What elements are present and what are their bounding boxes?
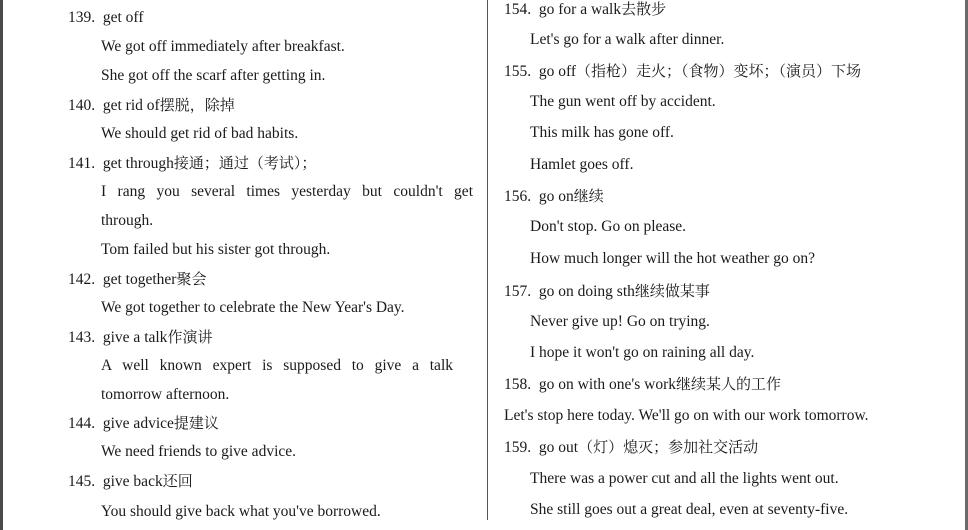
page-left-border — [0, 0, 3, 530]
entry-meaning: 作演讲 — [167, 328, 213, 346]
example-sentence: We should get rid of bad habits. — [101, 125, 299, 142]
entry-phrase: go on with one's work — [538, 376, 676, 393]
entry-number: 141. — [68, 155, 96, 172]
entry-meaning: 摆脱，除掉 — [159, 96, 235, 114]
entry-meaning: 继续 — [573, 187, 604, 205]
example-sentence: A well known expert is supposed to give a talk — [101, 357, 453, 374]
entry-meaning: 接通；通过（考试）； — [173, 154, 317, 172]
entry-meaning: 继续某人的工作 — [676, 375, 782, 393]
entry-159-heading — [504, 437, 758, 458]
entry-number: 154. — [504, 1, 532, 18]
entry-meaning: （指枪）走火；（食物）变坏；（演员）下场 — [576, 62, 862, 80]
entry-phrase: go on doing sth — [538, 283, 635, 300]
entry-number: 159. — [504, 439, 532, 456]
entry-154-heading — [504, 0, 666, 20]
example-sentence: How much longer will the hot weather go on? — [530, 250, 815, 267]
entry-158-heading — [504, 374, 781, 395]
entry-number: 143. — [68, 329, 96, 346]
example-sentence: Let's go for a walk after dinner. — [530, 31, 725, 48]
example-sentence: We got together to celebrate the New Year's Day. — [101, 299, 405, 316]
entry-142-heading — [68, 269, 207, 290]
entry-meaning: 还回 — [162, 472, 193, 490]
entry-155-heading — [504, 61, 861, 82]
entry-meaning: 聚会 — [176, 270, 207, 288]
example-sentence: Don't stop. Go on please. — [530, 218, 687, 235]
entry-number: 158. — [504, 376, 532, 393]
entry-phrase: go on — [538, 188, 574, 205]
entry-phrase: give advice — [102, 415, 174, 432]
entry-145-heading — [68, 471, 193, 492]
entry-meaning: 提建议 — [173, 414, 219, 432]
entry-phrase: go off — [538, 63, 577, 80]
entry-number: 157. — [504, 283, 532, 300]
entry-phrase: get through — [102, 155, 174, 172]
entry-meaning: （灯）熄灭；参加社交活动 — [578, 438, 759, 456]
entry-156-heading — [504, 186, 604, 207]
entry-phrase: give back — [102, 473, 163, 490]
entry-139-heading — [68, 8, 143, 28]
example-sentence: We got off immediately after breakfast. — [101, 38, 345, 55]
entry-number: 139. — [68, 9, 96, 26]
example-sentence: There was a power cut and all the lights went out. — [530, 470, 839, 487]
entry-phrase: get rid of — [102, 97, 160, 114]
entry-number: 155. — [504, 63, 532, 80]
column-divider — [487, 0, 488, 520]
example-sentence: This milk has gone off. — [530, 124, 674, 141]
example-sentence: She still goes out a great deal, even at seventy-five. — [530, 501, 849, 518]
entry-meaning: 继续做某事 — [634, 282, 710, 300]
entry-phrase: get together — [102, 271, 177, 288]
entry-phrase: get off — [102, 9, 144, 26]
entry-number: 145. — [68, 473, 96, 490]
entry-144-heading — [68, 413, 219, 434]
example-sentence: Hamlet goes off. — [530, 156, 634, 173]
example-sentence: Never give up! Go on trying. — [530, 313, 710, 330]
entry-phrase: give a talk — [102, 329, 168, 346]
example-sentence: tomorrow afternoon. — [101, 386, 230, 403]
entry-140-heading — [68, 95, 235, 116]
entry-number: 156. — [504, 188, 532, 205]
example-sentence: I hope it won't go on raining all day. — [530, 344, 755, 361]
entry-number: 144. — [68, 415, 96, 432]
example-sentence: Tom failed but his sister got through. — [101, 241, 331, 258]
example-sentence: She got off the scarf after getting in. — [101, 67, 326, 84]
example-sentence: The gun went off by accident. — [530, 93, 716, 110]
example-sentence: We need friends to give advice. — [101, 443, 297, 460]
example-sentence: I rang you several times yesterday but couldn't get — [101, 183, 473, 200]
entry-meaning: 去散步 — [621, 0, 667, 18]
entry-number: 140. — [68, 97, 96, 114]
example-sentence: Let's stop here today. We'll go on with our work tomorrow. — [504, 407, 869, 424]
entry-phrase: go for a walk — [538, 1, 622, 18]
entry-number: 142. — [68, 271, 96, 288]
example-sentence: through. — [101, 212, 154, 229]
entry-143-heading — [68, 327, 212, 348]
entry-157-heading — [504, 281, 710, 302]
example-sentence: You should give back what you've borrowed. — [101, 503, 381, 520]
entry-141-heading — [68, 153, 316, 174]
entry-phrase: go out — [538, 439, 579, 456]
